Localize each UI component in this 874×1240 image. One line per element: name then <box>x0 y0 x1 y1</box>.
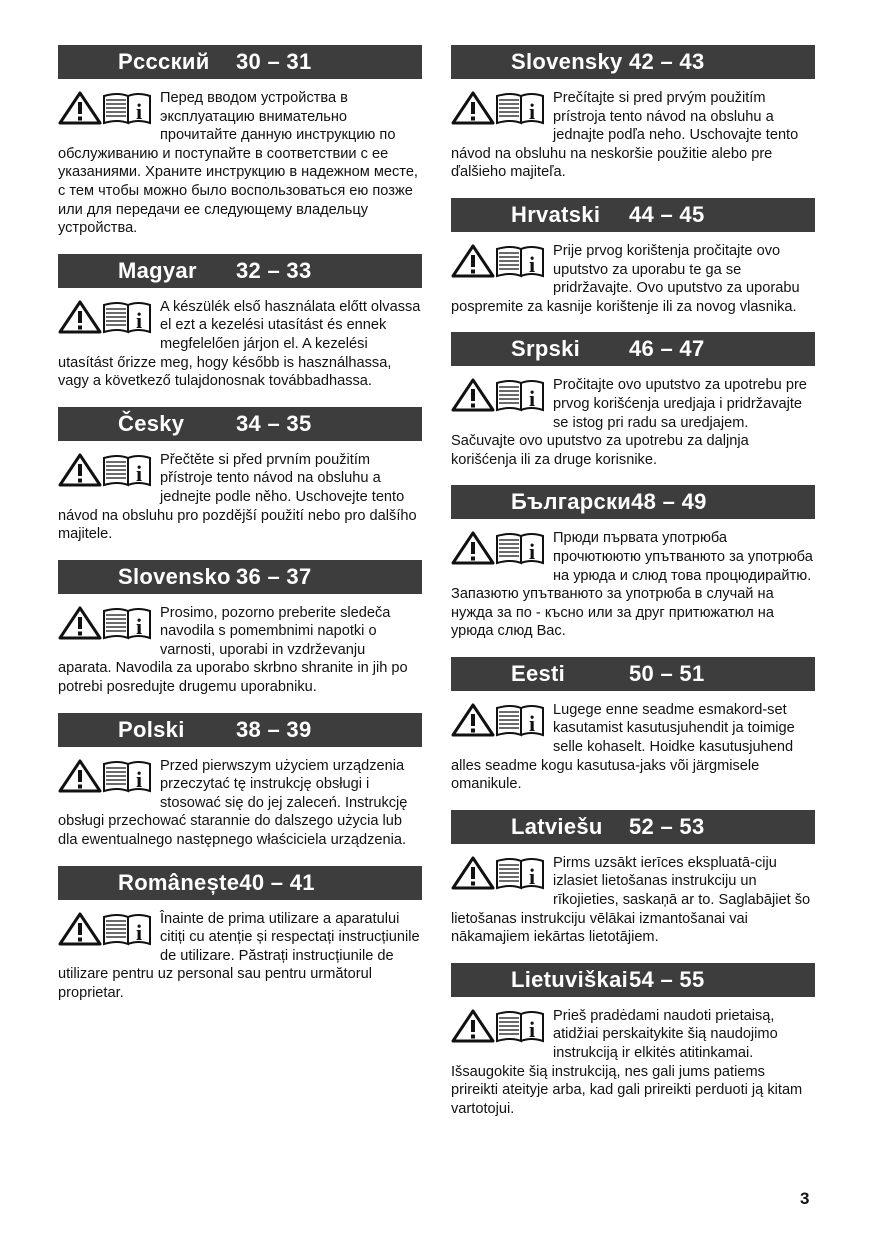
page-number: 3 <box>800 1189 810 1208</box>
warning-manual-icons <box>58 453 154 487</box>
section-header <box>451 810 815 844</box>
page-range: 44 – 45 <box>629 201 705 227</box>
section-header <box>451 963 815 997</box>
section-hrvatski <box>451 198 815 316</box>
warning-triangle-icon <box>60 93 100 123</box>
warning-triangle-icon <box>60 914 100 944</box>
language-name: Slovensky <box>511 49 623 74</box>
page-range: 48 – 49 <box>631 489 707 515</box>
manual-info-icon <box>104 94 150 123</box>
warning-manual-icons <box>58 606 154 640</box>
svg-text:i: i <box>528 386 536 412</box>
section-header <box>451 332 815 366</box>
svg-text:i: i <box>528 251 536 277</box>
manual-info-icon <box>104 456 150 485</box>
svg-text:i: i <box>528 539 536 565</box>
page-range: 32 – 33 <box>236 257 312 283</box>
warning-triangle-icon <box>453 93 493 123</box>
svg-text:i: i <box>528 1016 536 1042</box>
warning-triangle-icon <box>60 761 100 791</box>
language-name: Românește <box>118 869 240 895</box>
manual-info-icon <box>104 609 150 638</box>
warning-triangle-icon <box>453 1011 493 1041</box>
page-range: 50 – 51 <box>629 660 705 686</box>
svg-text:i: i <box>528 710 536 736</box>
section-header <box>58 560 422 594</box>
section-header <box>58 866 422 900</box>
page-range: 52 – 53 <box>629 813 705 839</box>
right-column <box>451 45 815 1134</box>
language-name: Latviešu <box>511 813 603 839</box>
section-russian <box>58 45 422 238</box>
warning-triangle-icon <box>60 455 100 485</box>
language-name: Pcсский <box>118 49 210 74</box>
section-slovensko <box>58 560 422 697</box>
warning-triangle-icon <box>60 302 100 332</box>
section-text: Prieš pradėdami naudoti prietaisą, atidžiai perskaitykite šią naudojimo instrukciją ir elkitės atitinkamai. Išsaugokite šią instrukciją, nes gali jums patiems prireikti ateityje arba, kad gali prireikti perduoti ją kitam vartotojui. <box>451 1007 803 1117</box>
warning-manual-icons <box>58 759 154 793</box>
section-romaneste <box>58 866 422 1003</box>
page-range: 30 – 31 <box>236 49 312 74</box>
page-range: 46 – 47 <box>629 336 705 362</box>
page-range: 36 – 37 <box>236 563 312 589</box>
section-header <box>58 713 422 747</box>
section-text: Перед вводом устройства в эксплуатацию внимательно прочитайте данную инструкцию по обслуживанию и поступайте в соответствии с ее указаниями. Храните инструкцию в надежном месте, с тем чтобы можно было воспользоваться ею позже или для передачи ее следующему владельцу устройства. <box>58 90 418 237</box>
manual-info-icon <box>104 303 150 332</box>
manual-info-icon <box>497 706 543 735</box>
section-header <box>58 45 422 79</box>
warning-triangle-icon <box>453 858 493 888</box>
section-text: Înainte de prima utilizare a aparatului citiți cu atenție și respectați instrucțiunile de utilizare. Păstrați instrucțiunile de utilizare pentru uz personal sau pentru următorul proprietar. <box>58 910 420 1001</box>
section-magyar <box>58 254 422 391</box>
warning-manual-icons <box>451 531 547 565</box>
warning-triangle-icon <box>453 533 493 563</box>
warning-manual-icons <box>58 300 154 334</box>
section-header <box>451 45 815 79</box>
manual-info-icon <box>497 1012 543 1041</box>
warning-triangle-icon <box>453 705 493 735</box>
section-text: Pročitajte ovo uputstvo za upotrebu pre prvog korišćenja uredjaja i pridržavajte se istog pri radu sa uredjajem. Sačuvajte ovo uputstvo za upotrebu za daljnja korišćenja ili za druge korisnike. <box>451 377 807 468</box>
section-text: Přečtěte si před prvním použitím přístroje tento návod na obsluhu a jednejte podle něho. Uschovejte tento návod na obsluhu pro pozdější použití nebo pro dalšího majitele. <box>58 451 417 543</box>
language-name: Polski <box>118 716 185 742</box>
svg-text:i: i <box>528 99 536 124</box>
page-range: 42 – 43 <box>629 49 705 74</box>
manual-info-icon <box>497 94 543 123</box>
manual-info-icon <box>497 247 543 276</box>
svg-text:i: i <box>528 863 536 889</box>
warning-triangle-icon <box>453 380 493 410</box>
manual-info-icon <box>497 381 543 410</box>
warning-manual-icons <box>451 856 547 890</box>
warning-manual-icons <box>451 91 547 125</box>
svg-text:i: i <box>135 460 143 486</box>
page-range: 38 – 39 <box>236 716 312 742</box>
section-srpski <box>451 332 815 469</box>
svg-text:i: i <box>135 919 143 945</box>
section-text: Pirms uzsākt ierīces ekspluatā-ciju izlasiet lietošanas instrukciju un rīkojieties, saskaņā ar to. Saglabājiet šo lietošanas instrukciju vēlākai izmantošanai vai nākamajiem iekārtas lietotājiem. <box>451 854 811 946</box>
section-bulgarian <box>451 485 815 641</box>
svg-text:i: i <box>135 307 143 333</box>
section-slovensky <box>451 45 815 182</box>
manual-info-icon <box>104 762 150 791</box>
section-header <box>58 254 422 288</box>
section-latviesu <box>451 810 815 947</box>
section-header <box>451 485 815 519</box>
section-text: A készülék első használata előtt olvassa el ezt a kezelési utasítást és ennek megfelelően járjon el. A kezelési utasítást őrizze meg, hogy később is használhassa, vagy a következő tulajdonosnak továbbadhassa. <box>58 298 421 390</box>
section-text: Prosimo, pozorno preberite sledeča navodila s pomembnimi napotki o varnosti, uporabi in vzdrževanju aparata. Navodila za uporabo skrbno shranite in jih po potrebi posredujte drugemu uporabniku. <box>58 604 408 696</box>
language-name: Lietuviškai <box>511 966 629 992</box>
section-text: Przed pierwszym użyciem urządzenia przeczytać tę instrukcję obsługi i stosować się do jej zaleceń. Instrukcję obsługi przechować starannie do dalszego użycia lub dla ewentualnego następnego właściciela urządzenia. <box>58 757 408 849</box>
section-header <box>58 407 422 441</box>
warning-triangle-icon <box>453 246 493 276</box>
manual-info-icon <box>497 859 543 888</box>
warning-manual-icons <box>58 91 154 125</box>
svg-text:i: i <box>135 99 143 124</box>
left-column <box>58 45 422 1019</box>
section-text: Prečítajte si pred prvým použitím prístroja tento návod na obsluhu a jednajte podľa neho. Uschovajte tento návod na obsluhu na neskoršie použitie alebo pre ďalšieho majiteľa. <box>451 90 799 181</box>
manual-info-icon <box>104 915 150 944</box>
language-name: Magyar <box>118 257 197 283</box>
warning-manual-icons <box>451 378 547 412</box>
warning-manual-icons <box>451 703 547 737</box>
section-header <box>451 657 815 691</box>
section-header <box>451 198 815 232</box>
language-name: Hrvatski <box>511 201 601 227</box>
page-range: 34 – 35 <box>236 410 312 436</box>
warning-triangle-icon <box>60 608 100 638</box>
warning-manual-icons <box>58 912 154 946</box>
section-text: Lugege enne seadme esmakord-set kasutamist kasutusjuhendit ja toimige selle kohaselt. Hoidke kasutusjuhend alles seadme kogu kasutusa-jaks või järgmisele omanikule. <box>451 701 795 793</box>
svg-text:i: i <box>135 613 143 639</box>
manual-info-icon <box>497 534 543 563</box>
language-name: Česky <box>118 410 185 436</box>
language-name: Български <box>511 489 632 515</box>
section-polski <box>58 713 422 850</box>
svg-text:i: i <box>135 766 143 792</box>
section-eesti <box>451 657 815 794</box>
section-text: Prije prvog korištenja pročitajte ovo uputstvo za uporabu te ga se pridržavajte. Ovo uputstvo za uporabu pospremite za kasnije korištenje ili za novog vlasnika. <box>451 242 800 315</box>
language-name: Srpski <box>511 336 581 362</box>
section-text: Прюди първата употрюба прочютюютю упътванюто за употрюба на урюда и слюд това процюдирайтю. Запазютю упътванюто за употрюба в случай на нужда за по - късно или за друг притюжатюл на урюда слюд Вас. <box>451 530 813 640</box>
section-lietuviskai <box>451 963 815 1119</box>
warning-manual-icons <box>451 1009 547 1043</box>
page-range: 40 – 41 <box>239 869 315 895</box>
warning-manual-icons <box>451 244 547 278</box>
section-cesky <box>58 407 422 544</box>
language-name: Slovensko <box>118 563 231 589</box>
page-range: 54 – 55 <box>629 966 705 992</box>
language-name: Eesti <box>511 660 566 686</box>
